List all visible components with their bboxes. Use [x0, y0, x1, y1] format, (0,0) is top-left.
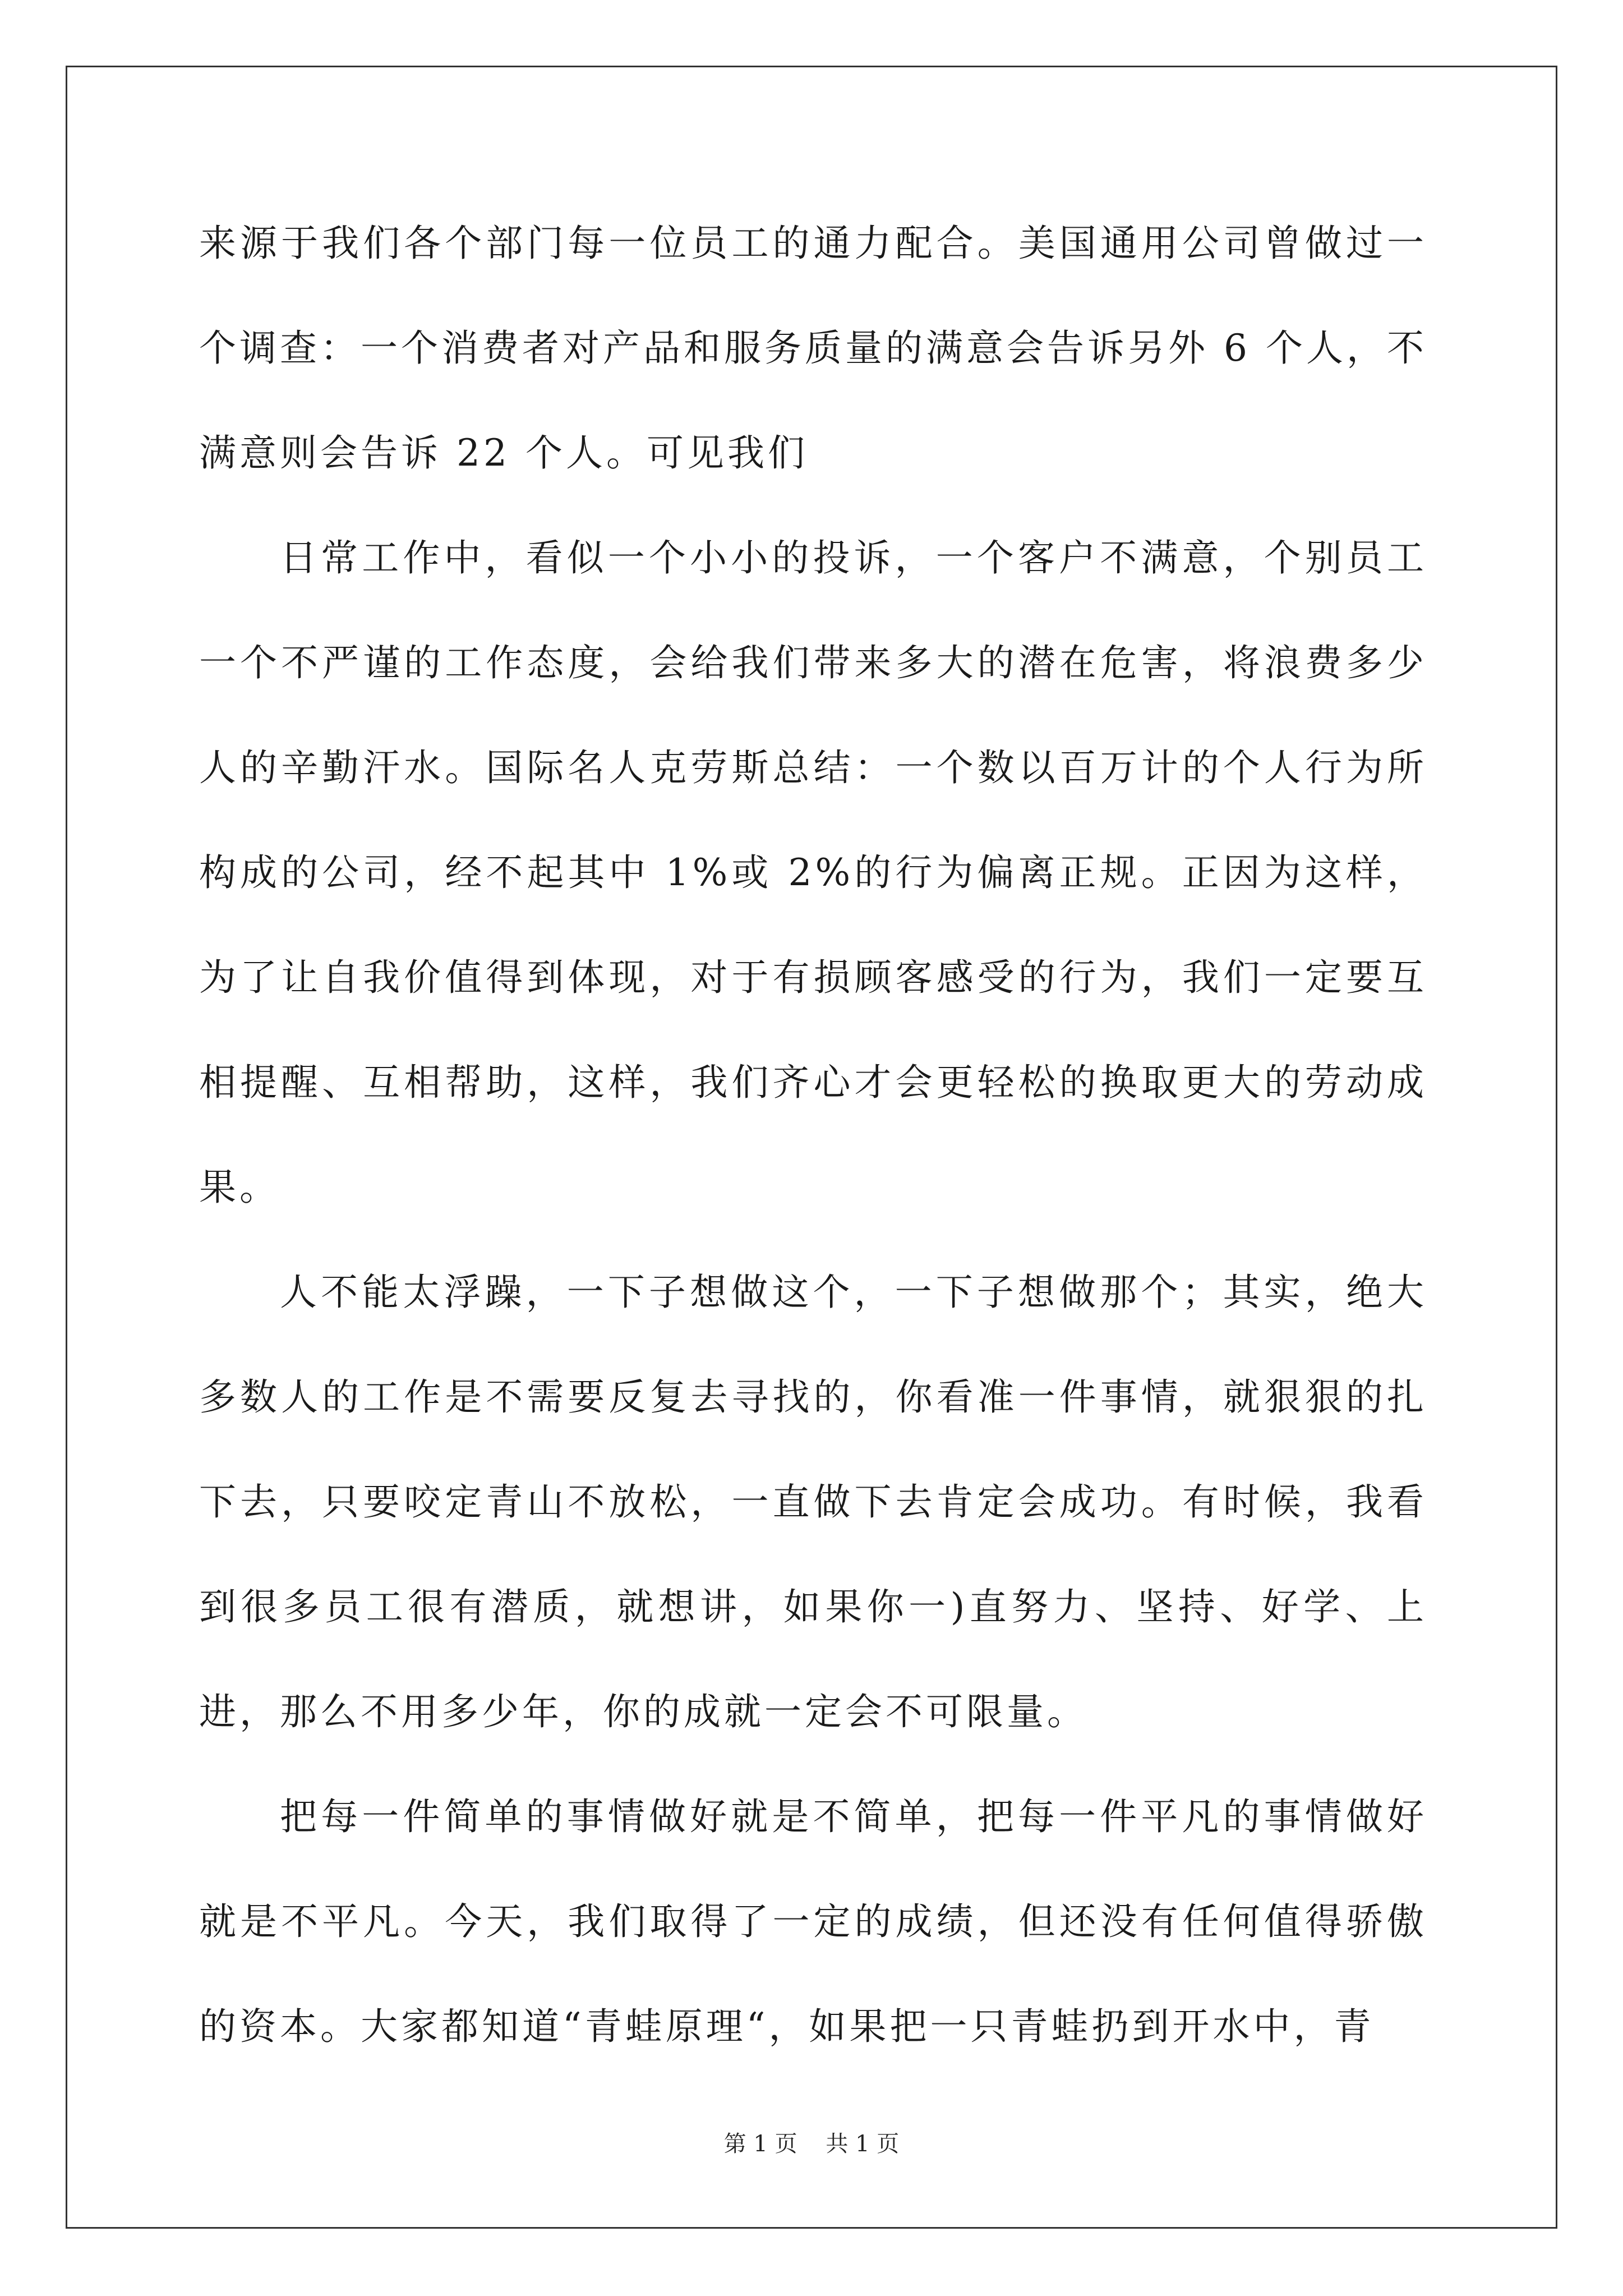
paragraph-1: 来源于我们各个部门每一位员工的通力配合。美国通用公司曾做过一个调查：一个消费者对产品和服务质量的满意会告诉另外 6 个人，不满意则会告诉 22 个人。可见我们 — [199, 222, 1427, 475]
document-body — [199, 191, 1427, 2079]
page-footer: 第 1 页 共 1 页 — [723, 2131, 900, 2157]
paragraph-2: 日常工作中，看似一个小小的投诉，一个客户不满意，个别员工一个不严谨的工作态度，会给我们带来多大的潜在危害，将浪费多少人的辛勤汗水。国际名人克劳斯总结：一个数以百万计的个人行为所构成的公司，经不起其中 1%或 2%的行为偏离正规。正因为这样，为了让自我价值得到体现，对于有损顾客感受的行为，我们一定要互相提醒、互相帮助，这样，我们齐心才会更轻松的换取更大的劳动成果。 — [199, 536, 1427, 1209]
paragraph-4: 把每一件简单的事情做好就是不简单，把每一件平凡的事情做好就是不平凡。今天，我们取得了一定的成绩，但还没有任何值得骄傲的资本。大家都知道“青蛙原理“，如果把一只青蛙扔到开水中，青 — [199, 1795, 1427, 2048]
paragraph-3: 人不能太浮躁，一下子想做这个，一下子想做那个；其实，绝大多数人的工作是不需要反复去寻找的，你看准一件事情，就狠狠的扎下去，只要咬定青山不放松，一直做下去肯定会成功。有时候，我看到很多员工很有潜质，就想讲，如果你一)直努力、坚持、好学、上进，那么不用多少年，你的成就一定会不可限量。 — [199, 1271, 1427, 1733]
